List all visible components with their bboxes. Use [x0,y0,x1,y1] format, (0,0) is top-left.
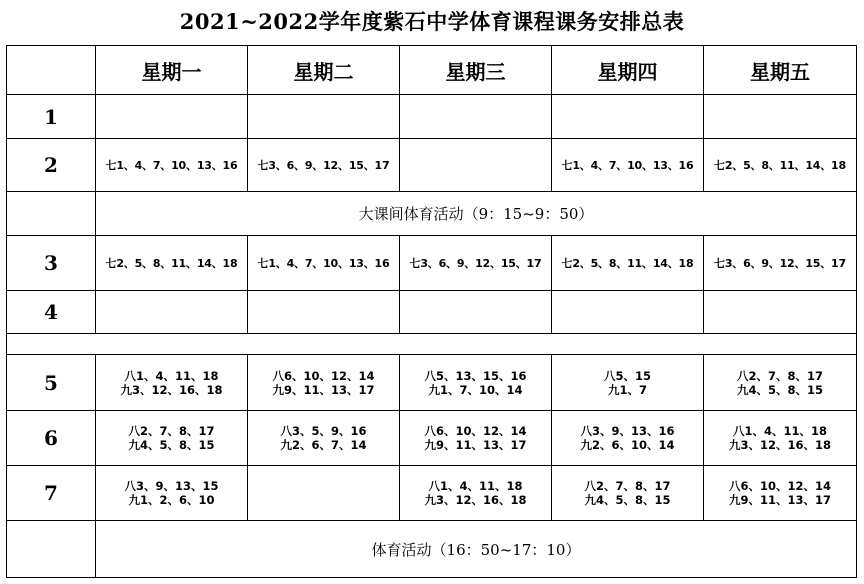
grade-9-classes: 九4、5、8、15 [584,493,671,507]
schedule-cell [704,291,857,334]
grade-9-classes: 九1、7、10、14 [428,382,523,397]
period-row-3 [7,236,857,291]
grade-9-classes: 九3、12、16、18 [120,382,223,397]
grade-8-classes: 八6、10、12、14 [424,424,527,438]
page-title: 2021~2022学年度紫石中学体育课程课务安排总表 [179,9,685,34]
schedule-cell [552,411,704,466]
schedule-cell: 七2、5、8、11、14、18 [96,236,248,291]
schedule-cell: 七1、4、7、10、13、16 [248,236,400,291]
empty-label-cell [7,192,96,236]
grade-8-classes: 八1、4、11、18 [428,479,523,493]
day-header-friday: 星期五 [704,46,857,95]
schedule-cell [248,355,400,411]
schedule-cell [704,466,857,521]
schedule-cell [704,355,857,411]
schedule-cell [400,95,552,139]
grade-9-classes: 九2、6、10、14 [580,438,675,452]
grade-8-classes: 八3、9、13、15 [124,479,219,493]
period-row-7 [7,466,857,521]
period-label: 3 [7,236,96,291]
corner-cell [7,46,96,95]
grade-9-classes: 九3、12、16、18 [728,438,831,452]
grade-9-classes: 九2、6、7、14 [280,438,367,452]
grade-8-classes: 八5、15 [603,368,651,383]
period-row-4 [7,291,857,334]
period-label: 7 [7,466,96,521]
period-row-2 [7,139,857,192]
day-header-thursday: 星期四 [552,46,704,95]
schedule-cell [552,466,704,521]
schedule-cell: 七3、6、9、12、15、17 [400,236,552,291]
schedule-cell: 七2、5、8、11、14、18 [704,139,857,192]
schedule-cell [96,411,248,466]
afternoon-activity-label: 体育活动（16：50~17：10） [96,521,857,578]
schedule-cell [400,466,552,521]
empty-label-cell [7,521,96,578]
schedule-cell [704,411,857,466]
period-label: 5 [7,355,96,411]
spacer-row [7,334,857,355]
grade-8-classes: 八6、10、12、14 [728,479,831,493]
schedule-cell [248,466,400,521]
grade-8-classes: 八1、4、11、18 [124,368,219,383]
schedule-cell [552,95,704,139]
period-row-5 [7,355,857,411]
schedule-cell [248,95,400,139]
header-row [7,46,857,95]
schedule-cell [96,95,248,139]
afternoon-activity-row [7,521,857,578]
schedule-table [6,45,857,578]
period-label: 6 [7,411,96,466]
grade-9-classes: 九1、2、6、10 [128,493,215,507]
schedule-cell: 七1、4、7、10、13、16 [552,139,704,192]
day-header-wednesday: 星期三 [400,46,552,95]
schedule-cell [400,139,552,192]
schedule-cell: 七3、6、9、12、15、17 [248,139,400,192]
grade-9-classes: 九9、11、13、17 [424,438,527,452]
grade-9-classes: 九3、12、16、18 [424,493,527,507]
grade-9-classes: 九9、11、13、17 [728,493,831,507]
schedule-cell [400,411,552,466]
grade-8-classes: 八1、4、11、18 [732,424,827,438]
schedule-cell [552,355,704,411]
grade-8-classes: 八6、10、12、14 [272,368,375,383]
period-label: 1 [7,95,96,139]
schedule-cell: 七2、5、8、11、14、18 [552,236,704,291]
grade-9-classes: 九4、5、8、15 [736,382,823,397]
period-label: 4 [7,291,96,334]
grade-8-classes: 八2、7、8、17 [736,368,823,383]
schedule-cell: 七1、4、7、10、13、16 [96,139,248,192]
grade-9-classes: 九4、5、8、15 [128,438,215,452]
grade-9-classes: 九1、7 [607,382,647,397]
schedule-cell [400,355,552,411]
day-header-tuesday: 星期二 [248,46,400,95]
schedule-cell: 七3、6、9、12、15、17 [704,236,857,291]
break-activity-row [7,192,857,236]
schedule-cell [248,291,400,334]
period-row-6 [7,411,857,466]
schedule-cell [704,95,857,139]
schedule-cell [552,291,704,334]
period-label: 2 [7,139,96,192]
grade-8-classes: 八2、7、8、17 [584,479,671,493]
schedule-cell [96,466,248,521]
spacer-cell [7,334,857,355]
schedule-cell [248,411,400,466]
schedule-cell [400,291,552,334]
grade-8-classes: 八2、7、8、17 [128,424,215,438]
grade-8-classes: 八3、5、9、16 [280,424,367,438]
day-header-monday: 星期一 [96,46,248,95]
schedule-cell [96,291,248,334]
grade-8-classes: 八3、9、13、16 [580,424,675,438]
period-row-1 [7,95,857,139]
grade-9-classes: 九9、11、13、17 [272,382,375,397]
schedule-cell [96,355,248,411]
grade-8-classes: 八5、13、15、16 [424,368,527,383]
break-activity-label: 大课间体育活动（9：15~9：50） [96,192,857,236]
